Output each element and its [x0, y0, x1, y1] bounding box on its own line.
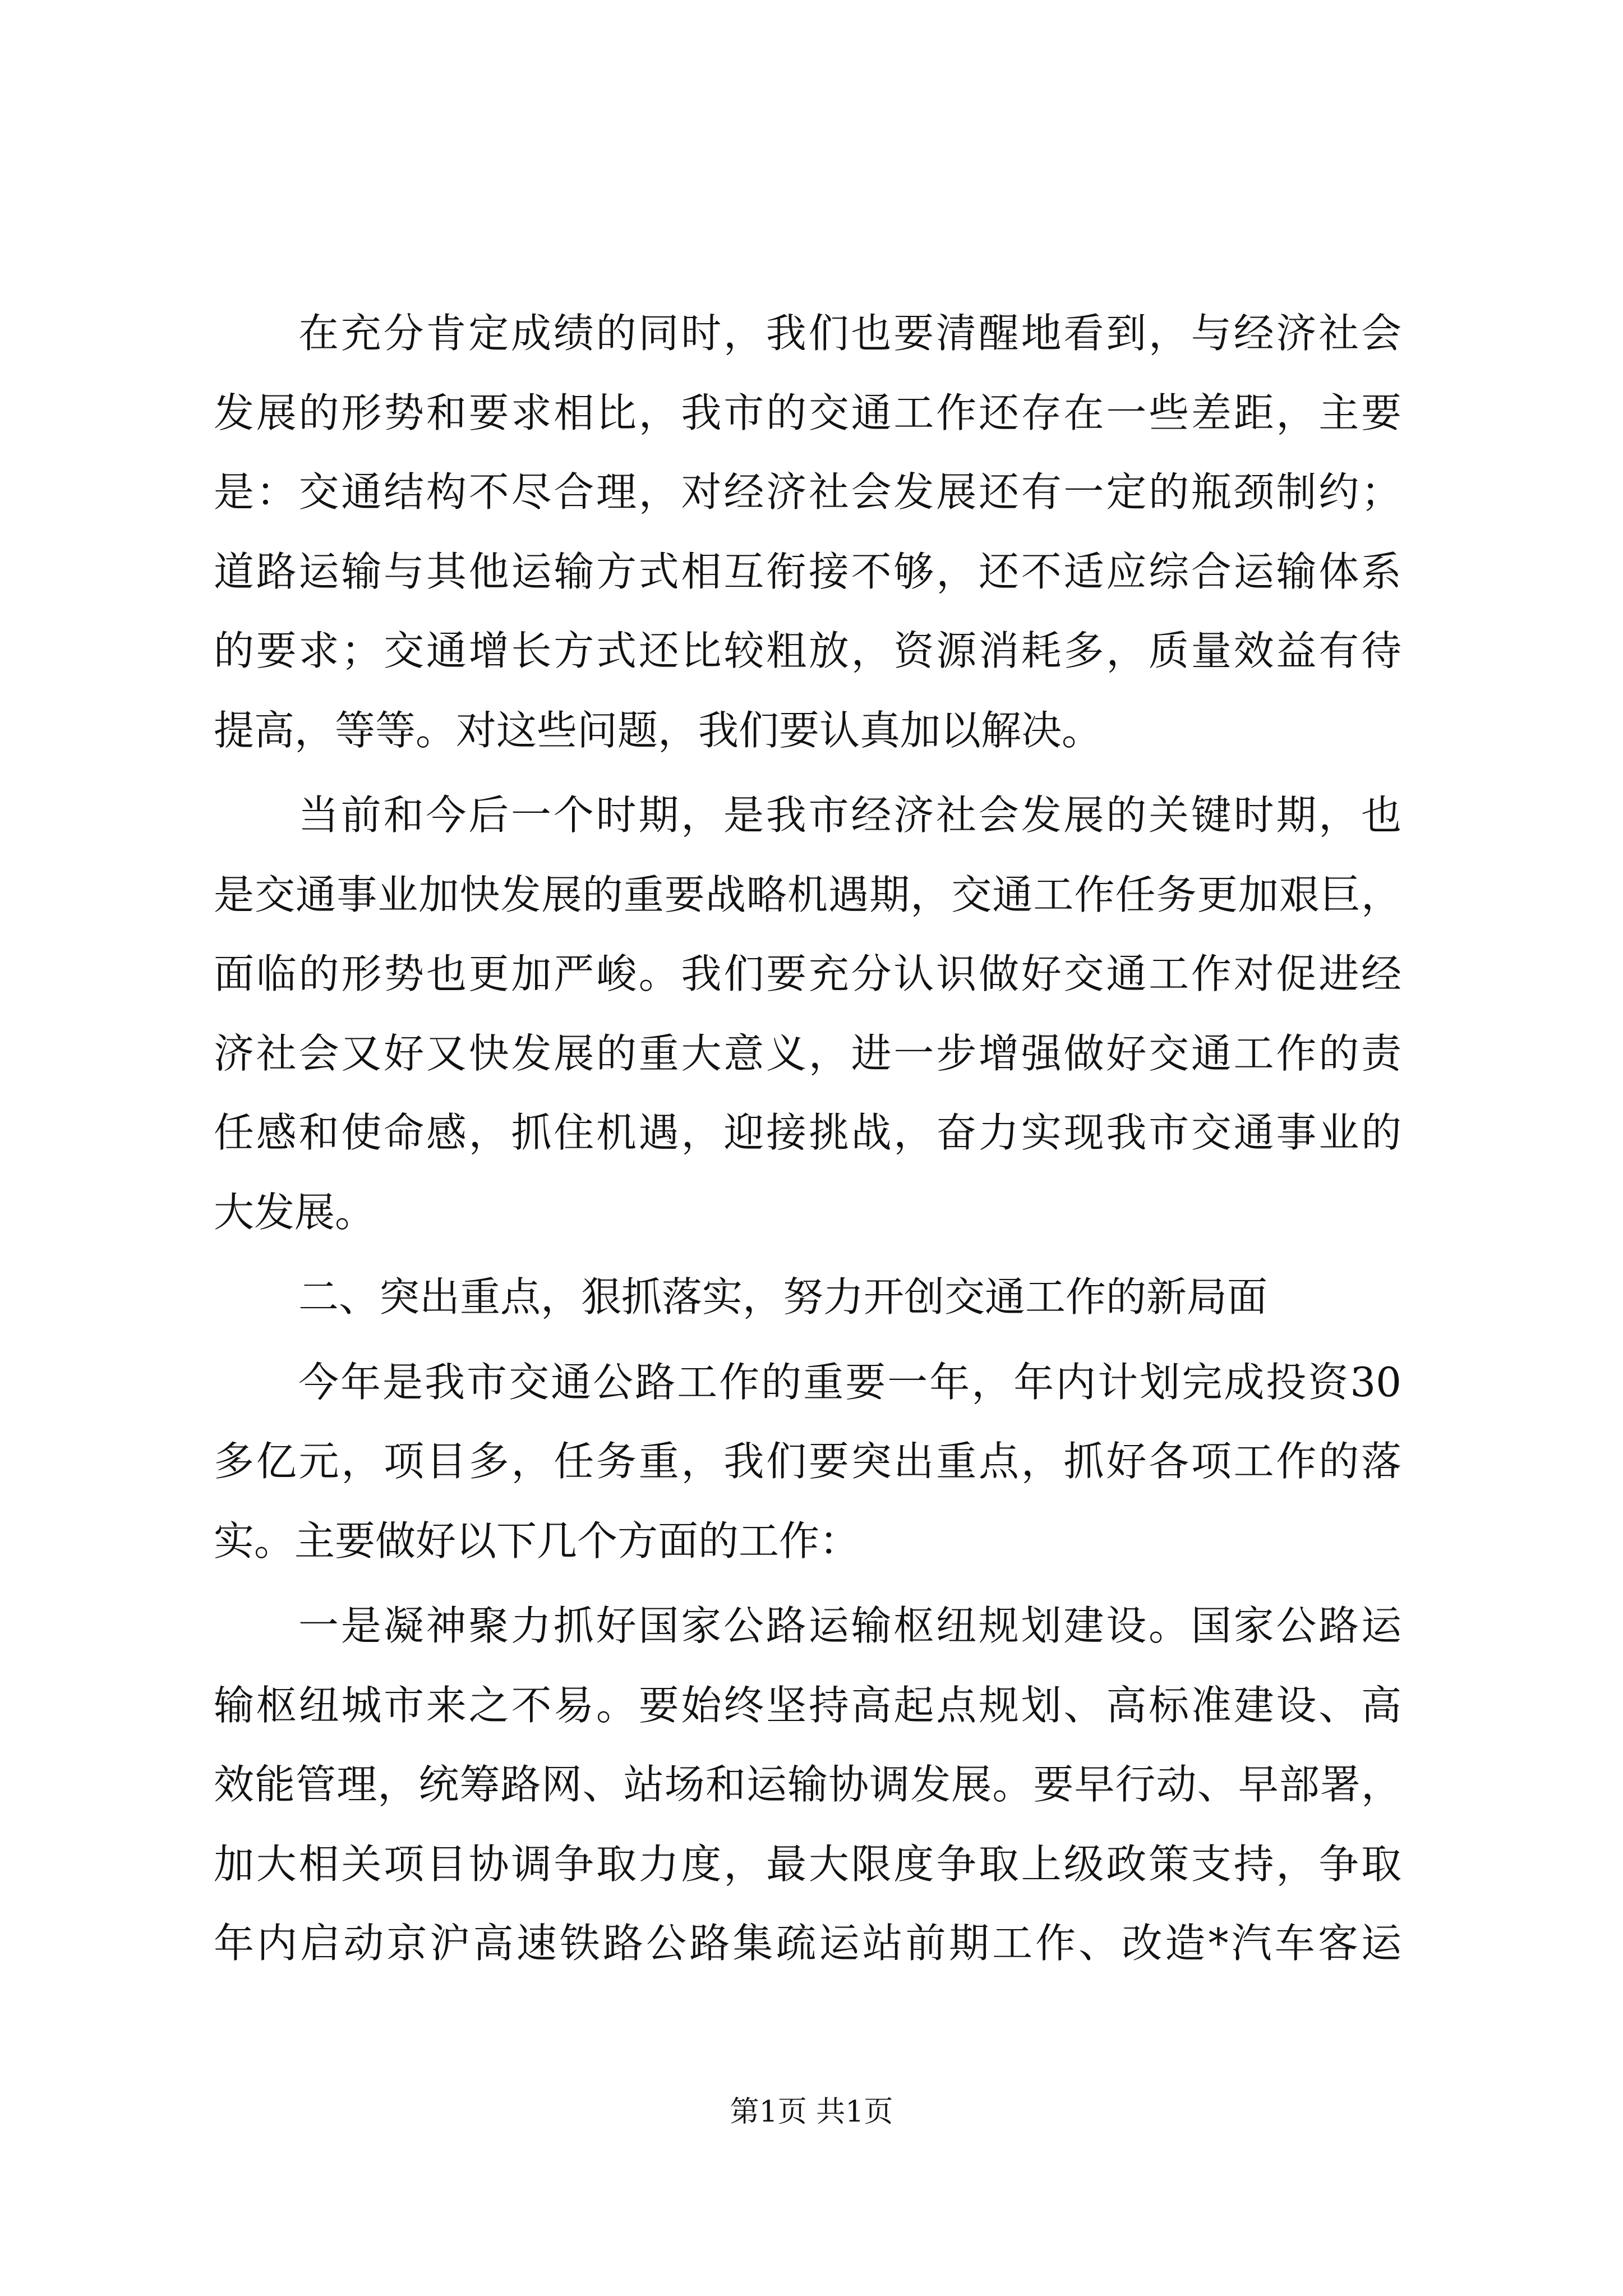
text-line: 效能管理，统筹路网、站场和运输协调发展。要早行动、早部署，	[214, 1761, 1401, 1808]
text-line: 是交通事业加快发展的重要战略机遇期，交通工作任务更加艰巨，	[214, 871, 1401, 918]
text-line: 输枢纽城市来之不易。要始终坚持高起点规划、高标准建设、高	[214, 1681, 1401, 1729]
text-line: 面临的形势也更加严峻。我们要充分认识做好交通工作对促进经	[214, 950, 1401, 997]
text-line: 实。主要做好以下几个方面的工作：	[214, 1517, 860, 1565]
text-line: 任感和使命感，抓住机遇，迎接挑战，奋力实现我市交通事业的	[214, 1109, 1401, 1156]
paragraph	[214, 1343, 1401, 1581]
text-line: 是：交通结构不尽合理，对经济社会发展还有一定的瓶颈制约；	[214, 468, 1401, 516]
paragraph	[214, 776, 1401, 1252]
text-line: 济社会又好又快发展的重大意义，进一步增强做好交通工作的责	[214, 1029, 1401, 1077]
section-heading	[214, 1258, 1401, 1337]
text-line: 加大相关项目协调争取力度，最大限度争取上级政策支持，争取	[214, 1840, 1401, 1888]
document-body	[214, 294, 1401, 1989]
text-line: 道路运输与其他运输方式相互衔接不够，还不适应综合运输体系	[214, 547, 1401, 595]
text-line: 一是凝神聚力抓好国家公路运输枢纽规划建设。国家公路运	[298, 1602, 1401, 1649]
text-line: 在充分肯定成绩的同时，我们也要清醒地看到，与经济社会	[298, 310, 1401, 357]
text-line: 当前和今后一个时期，是我市经济社会发展的关键时期，也	[298, 792, 1401, 839]
text-line: 今年是我市交通公路工作的重要一年，年内计划完成投资30	[298, 1358, 1401, 1406]
text-line: 多亿元，项目多，任务重，我们要突出重点，抓好各项工作的落	[214, 1438, 1401, 1485]
section-heading-text: 二、突出重点，狠抓落实，努力开创交通工作的新局面	[298, 1273, 1268, 1320]
text-line: 大发展。	[214, 1188, 376, 1236]
text-line: 发展的形势和要求相比，我市的交通工作还存在一些差距，主要	[214, 389, 1401, 436]
text-line: 提高，等等。对这些问题，我们要认真加以解决。	[214, 706, 1103, 754]
paragraph	[214, 294, 1401, 770]
text-line: 年内启动京沪高速铁路公路集疏运站前期工作、改造*汽车客运	[214, 1920, 1401, 1967]
text-line: 的要求；交通增长方式还比较粗放，资源消耗多，质量效益有待	[214, 627, 1401, 674]
paragraph	[214, 1586, 1401, 1984]
page-footer: 第1页 共1页	[730, 2095, 893, 2129]
